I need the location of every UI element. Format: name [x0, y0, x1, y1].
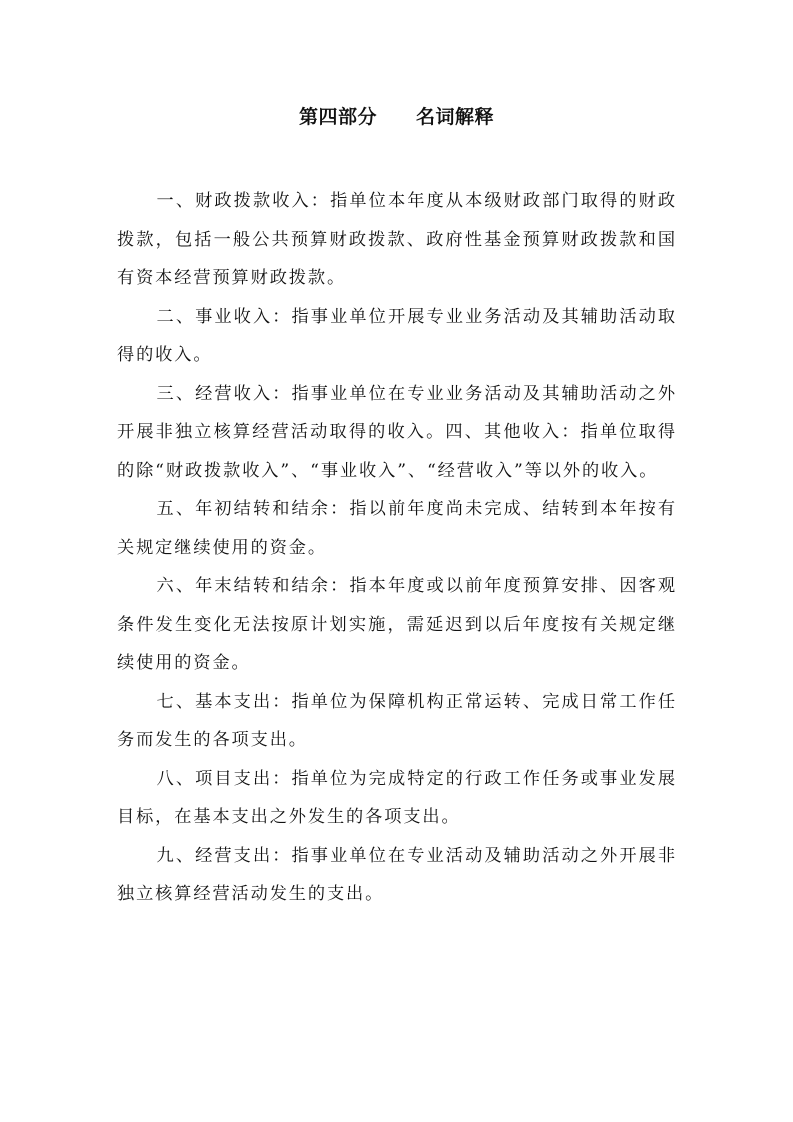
- definition-paragraph: 九、经营支出：指事业单位在专业活动及辅助活动之外开展非独立核算经营活动发生的支出。: [117, 845, 677, 904]
- definition-paragraph: 六、年末结转和结余：指本年度或以前年度预算安排、因客观条件发生变化无法按原计划实施，需延迟到以后年度按有关规定继续使用的资金。: [117, 576, 677, 673]
- definition-paragraph: 一、财政拨款收入：指单位本年度从本级财政部门取得的财政拨款，包括一般公共预算财政拨款、政府性基金预算财政拨款和国有资本经营预算财政拨款。: [117, 191, 677, 288]
- definition-paragraph: 二、事业收入：指事业单位开展专业业务活动及其辅助活动取得的收入。: [117, 306, 677, 365]
- definition-paragraph: 七、基本支出：指单位为保障机构正常运转、完成日常工作任务而发生的各项支出。: [117, 691, 677, 750]
- definition-paragraph: 八、项目支出：指单位为完成特定的行政工作任务或事业发展目标，在基本支出之外发生的各项支出。: [117, 768, 677, 827]
- section-title: 第四部分 名词解释: [298, 106, 494, 128]
- glossary-body: [117, 182, 677, 914]
- definition-paragraph: 五、年初结转和结余：指以前年度尚未完成、结转到本年按有关规定继续使用的资金。: [117, 499, 677, 558]
- definition-paragraph: 三、经营收入：指事业单位在专业业务活动及其辅助活动之外开展非独立核算经营活动取得的收入。四、其他收入：指单位取得的除“财政拨款收入”、“事业收入”、“经营收入”等以外的收入。: [117, 383, 677, 481]
